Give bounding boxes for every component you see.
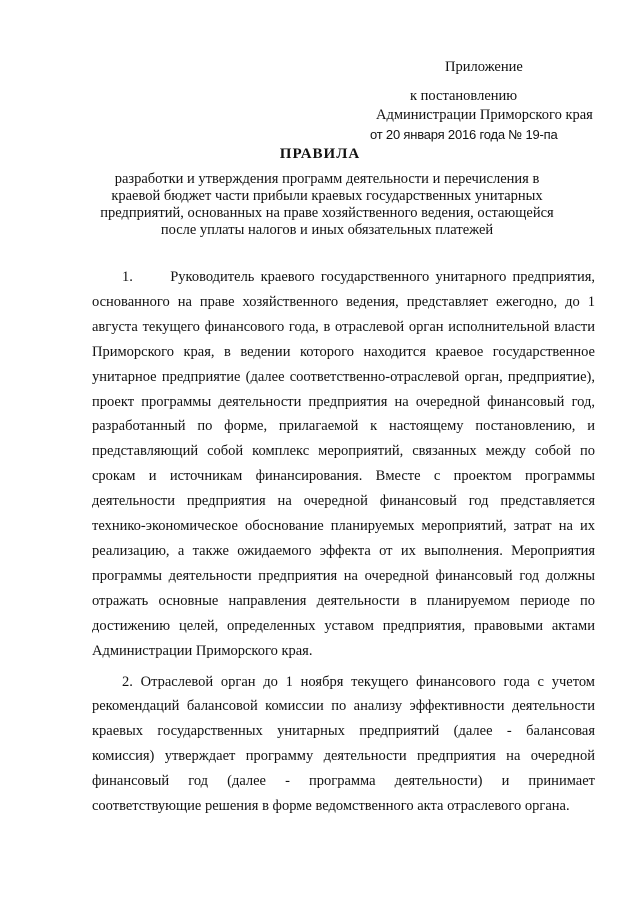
document-title: ПРАВИЛА [279,146,361,162]
paragraph-1: 1. Руководитель краевого государственного унитарного предприятия, основанного на праве хозяйственного ведения, представляет ежегодно, до 1 августа текущего финансового года, в отраслевой орган исполнительной власти Приморского края, в ведении которого находится краевое государственное унитарное предприятие (далее соответственно-отраслевой орган, предприятие), проект программы деятельности предприятия на очередной финансовый год, разработанный по форме, прилагаемой к настоящему постановлению, и представляющий собой комплекс мероприятий, связанных между собой по срокам и источникам финансирования. Вместе с проектом программы деятельности предприятия на очередной финансовый год представляется технико-экономическое обоснование планируемых мероприятий, затрат на их реализацию, а также ожидаемого эффекта от их выполнения. Мероприятия программы деятельности предприятия на очередной финансовый год должны отражать основные направления деятельности в планируемом периоде по достижению целей, определенных уставом предприятия, правовыми актами Администрации Приморского края. [92,269,599,659]
appendix-to-resolution: к постановлению [410,88,518,104]
appendix-date-number: от 20 января 2016 года № 19-па [370,127,558,142]
appendix-administration: Администрации Приморского края [376,107,593,123]
document-body [92,265,599,819]
appendix-header [370,58,615,144]
paragraph-2: 2. Отраслевой орган до 1 ноября текущего финансового года с учетом рекомендаций балансовой комиссии по анализу эффективности деятельности краевых государственных унитарных предприятий (далее - балансовая комиссия) утверждает программу деятельности предприятия на очередной финансовый год (далее - программа деятельности) и принимает соответствующие решения в форме ведомственного акта отраслевого органа. [92,673,595,815]
document-subtitle: разработки и утверждения программ деятельности и перечисления в краевой бюджет части прибыли краевых государственных унитарных предприятий, основанных на праве хозяйственного ведения, остающейся после уплаты налогов и иных обязательных платежей [100,171,554,238]
appendix-label: Приложение [445,59,523,75]
